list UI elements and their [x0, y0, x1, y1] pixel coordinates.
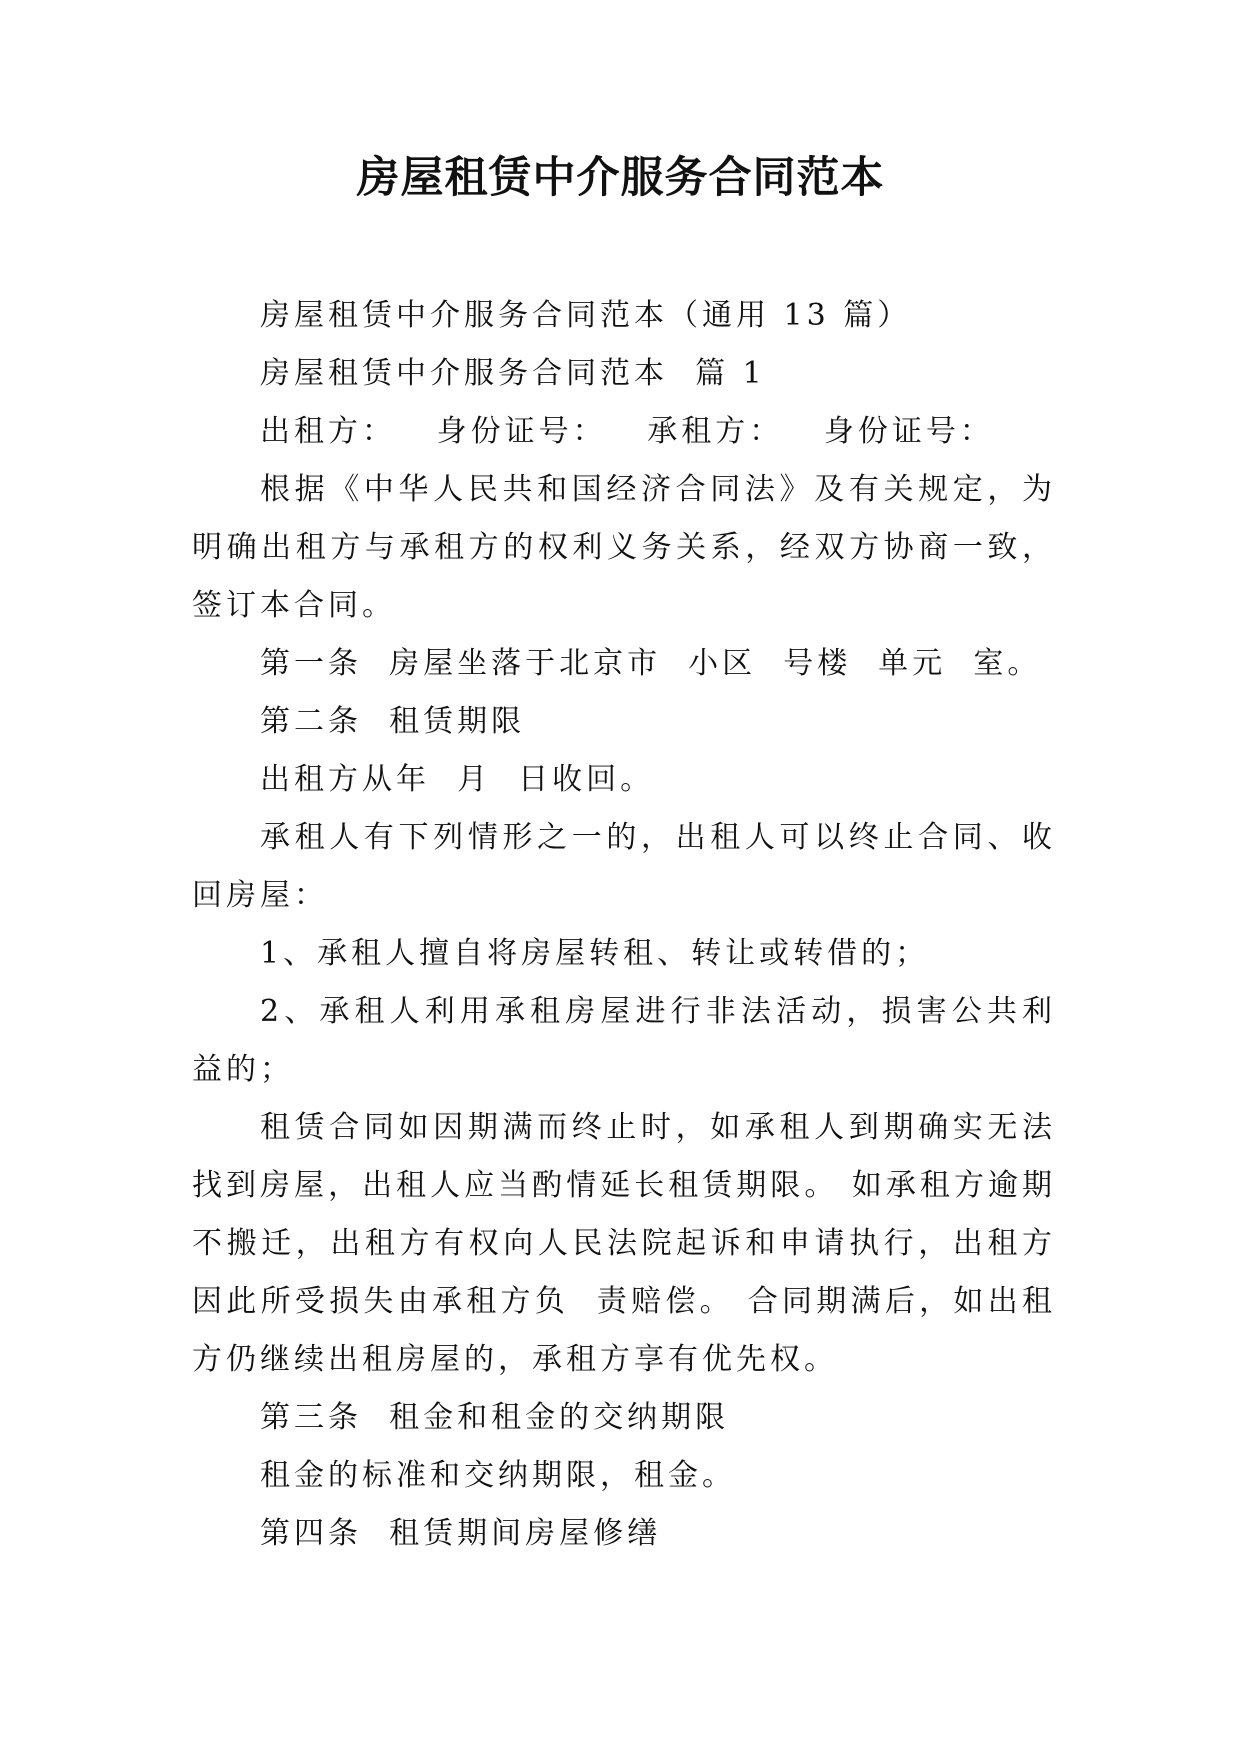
paragraph-article-2-return: 出租方从年 月 日收回。: [260, 762, 655, 797]
paragraph-article-3-rent: 租金的标准和交纳期限，租金。: [260, 1458, 736, 1493]
paragraph-article-4-heading: 第四条 租赁期间房屋修缮: [260, 1516, 662, 1551]
paragraph-article-2-heading: 第二条 租赁期限: [260, 704, 526, 739]
paragraph-expiry: 租赁合同如因期满而终止时，如承租人到期确实无法找到房屋，出租人应当酌情延长租赁期限。 如承租方逾期不搬迁，出租方有权向人民法院起诉和申请执行，出租方因此所受损失由承租方负 责赔偿。 合同期满后，如出租方仍继续出租房屋的，承租方享有优先权。: [192, 1110, 1056, 1377]
paragraph-subtitle: 房屋租赁中介服务合同范本（通用 13 篇）: [260, 298, 912, 333]
paragraph-condition-1: 1、承租人擅自将房屋转租、转让或转借的；: [260, 936, 930, 971]
document-title: 房屋租赁中介服务合同范本: [356, 153, 885, 203]
paragraph-article-3-heading: 第三条 租金和租金的交纳期限: [260, 1400, 730, 1435]
paragraph-parties: 出租方： 身份证号： 承租方： 身份证号：: [260, 414, 994, 449]
paragraph-section-heading: 房屋租赁中介服务合同范本 篇 1: [260, 356, 766, 391]
paragraph-article-1: 第一条 房屋坐落于北京市 小区 号楼 单元 室。: [260, 646, 1042, 681]
paragraph-termination-conditions: 承租人有下列情形之一的，出租人可以终止合同、收回房屋：: [192, 820, 1056, 913]
paragraph-preamble: 根据《中华人民共和国经济合同法》及有关规定，为明确出租方与承租方的权利义务关系，经双方协商一致，签订本合同。: [192, 472, 1056, 623]
document-body: [192, 287, 1056, 1563]
paragraph-condition-2: 2、承租人利用承租房屋进行非法活动，损害公共利益的；: [192, 994, 1056, 1087]
